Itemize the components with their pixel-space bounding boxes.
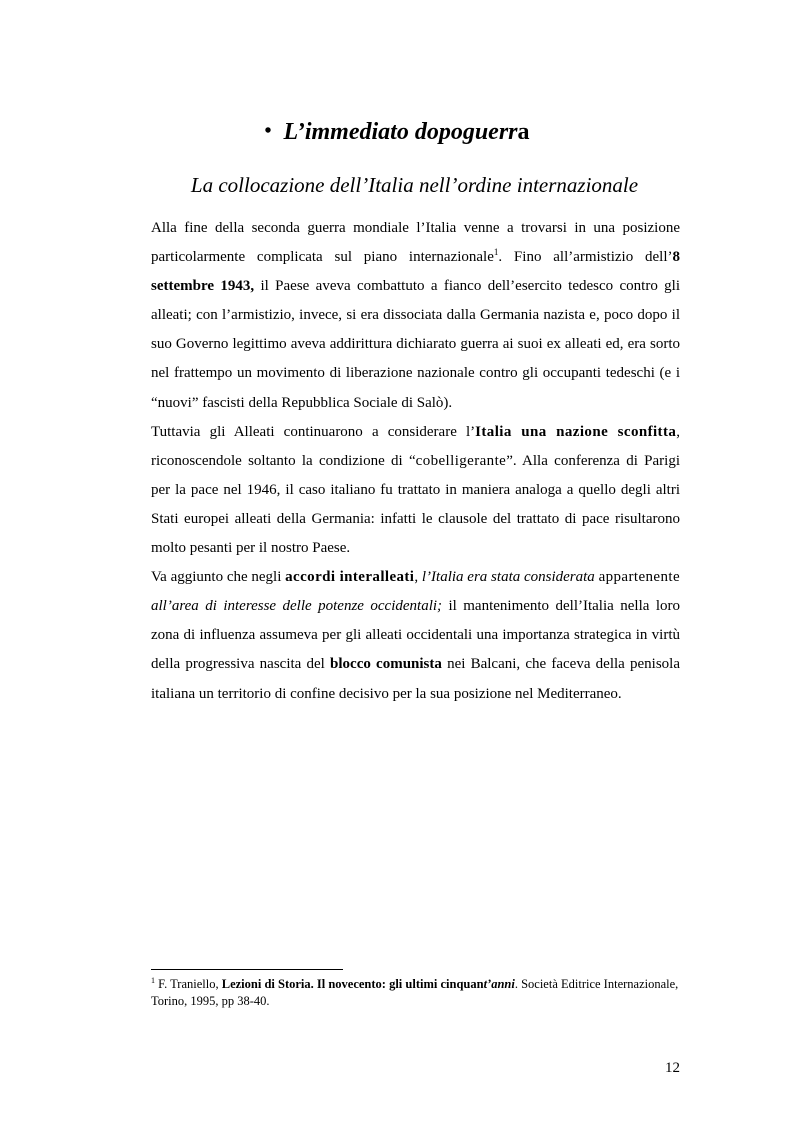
body-text [151,214,680,709]
text-run: ”. Alla conferenza di Parigi per la pace nel 1946, il caso italiano fu trattato in maniera analoga a quello degli altri Stati europei alleati della Germania: infatti le clausole del trattato di pace risultarono molto pesanti per il nostro Paese. [151,452,680,557]
text-run: il mantenimento dell’Italia nella loro zona di influenza assumeva per gli alleati occidentali una importanza strategica in virtù della progressiva nascita del [151,598,681,673]
italic-text: l’Italia era stata considerata [421,569,595,586]
heading-text-end: a [517,119,530,145]
paragraph-1 [151,214,680,418]
paragraph-3 [151,563,680,708]
text-run: . Società Editrice Internazionale, Torino, 1995, pp 38-40. [151,977,679,1008]
bold-text: blocco comunista [330,656,442,673]
bold-text: Lezioni di Storia. Il novecento: gli ultimi cinquan [221,977,484,991]
text-run: Alla fine della seconda guerra mondiale l’Italia venne a trovarsi in una posizione particolarmente complicata sul piano internazionale [151,220,680,266]
footnote-number: 1 [151,976,155,985]
footnote-reference: 1 [493,247,499,258]
heading-text: L’immediato dopoguerr [283,119,518,145]
bold-text: Italia una nazione sconfitta [475,423,677,440]
text-run: , riconoscendole soltanto la condizione di “ [151,423,681,469]
bullet-icon: • [264,120,272,142]
section-heading [0,116,794,147]
footnote [151,976,680,1010]
bold-text: 8 settembre 1943, [151,249,680,295]
text-run: , [414,569,422,586]
text-run: F. Traniello, [155,977,222,991]
italic-text: all’area di interesse delle potenze occidentali; [151,598,443,615]
text-run: Tuttavia gli Alleati continuarono a considerare l’ [151,423,476,440]
spaced-text: appartenente [598,569,680,586]
spaced-text: cobelligerante [415,452,507,469]
paragraph-2 [151,418,680,563]
text-run: il Paese aveva combattuto a fianco dell’esercito tedesco contro gli alleati; con l’armistizio, invece, si era dissociata dalla Germania nazista e, poco dopo il suo Governo legittimo aveva addirittura dichiarato guerra ai suoi ex alleati ed, era sorto nel frattempo un movimento di liberazione nazionale contro gli occupanti tedeschi (e i “nuovi” fascisti della Repubblica Sociale di Salò). [151,278,681,411]
page-number: 12 [665,1060,680,1076]
text-run: Va aggiunto che negli [151,569,286,586]
bold-italic-text: t’anni [483,977,515,991]
subheading: La collocazione dell’Italia nell’ordine internazionale [190,173,639,197]
footnote-divider [151,969,343,970]
text-run: . Fino all’armistizio dell’ [498,249,673,266]
bold-text: accordi interalleati [285,569,415,586]
text-run: nei Balcani, che faceva della penisola italiana un territorio di confine decisivo per la sua posizione nel Mediterraneo. [151,656,680,702]
